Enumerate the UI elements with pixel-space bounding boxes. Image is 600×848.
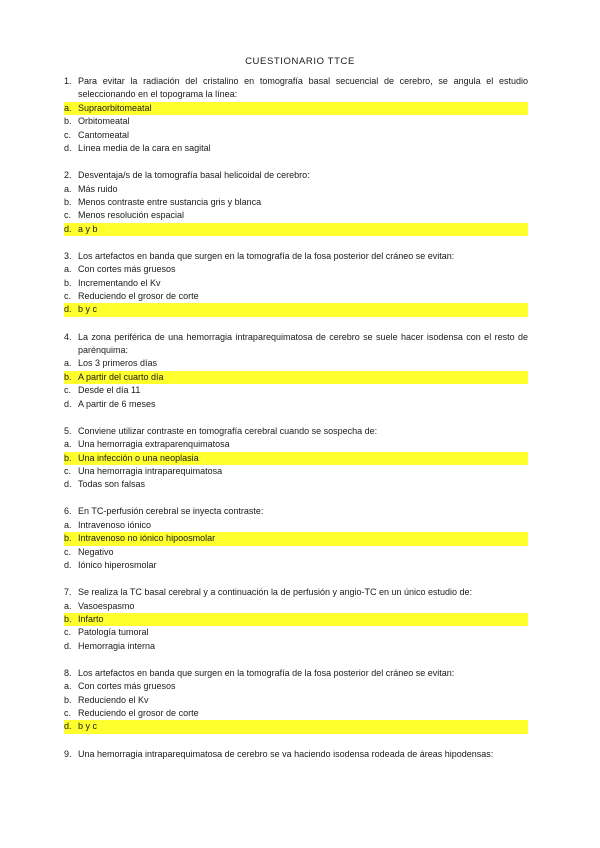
answer-option [64, 209, 528, 222]
option-text: Línea media de la cara en sagital [78, 143, 211, 154]
option-letter: c. [64, 708, 72, 719]
answer-option [64, 559, 528, 572]
option-text: Cantomeatal [78, 129, 130, 140]
question-number: 4. [64, 331, 72, 342]
answer-option [64, 357, 528, 370]
option-text: Una hemorragia extraparenquimatosa [78, 439, 230, 450]
option-text: b y c [78, 720, 97, 733]
answer-options [64, 357, 528, 411]
answer-option [64, 519, 528, 532]
option-letter: a. [64, 439, 72, 450]
answer-option [64, 196, 528, 209]
question-5 [64, 425, 528, 492]
option-letter: c. [64, 210, 72, 221]
option-letter: c. [64, 129, 72, 140]
option-letter: b. [64, 196, 72, 207]
answer-options [64, 680, 528, 734]
answer-options [64, 438, 528, 492]
answer-option-highlighted [64, 720, 528, 733]
question-text: Los artefactos en banda que surgen en la tomografía de la fosa posterior del cráneo se evitan: [78, 667, 455, 678]
option-text: a y b [78, 223, 98, 236]
question-stem [64, 667, 528, 680]
question-7 [64, 586, 528, 653]
answer-option [64, 438, 528, 451]
answer-option-highlighted [64, 223, 528, 236]
document-title: CUESTIONARIO TTCE [245, 56, 355, 67]
option-text: Incrementando el Kv [78, 277, 161, 288]
answer-option [64, 142, 528, 155]
question-number: 9. [64, 748, 72, 759]
question-number: 2. [64, 170, 72, 181]
question-4 [64, 331, 528, 411]
option-letter: b. [64, 532, 78, 545]
question-9 [64, 748, 528, 761]
option-letter: a. [64, 519, 72, 530]
question-1 [64, 75, 528, 155]
option-text: Todas son falsas [78, 479, 146, 490]
question-8 [64, 667, 528, 734]
question-list [64, 75, 528, 775]
option-letter: b. [64, 452, 78, 465]
option-letter: a. [64, 183, 72, 194]
answer-option [64, 384, 528, 397]
answer-option [64, 277, 528, 290]
option-text: Con cortes más gruesos [78, 681, 176, 692]
option-text: Vasoespasmo [78, 600, 135, 611]
question-number: 8. [64, 667, 72, 678]
question-number: 6. [64, 506, 72, 517]
option-text: Reduciendo el grosor de corte [78, 291, 199, 302]
option-text: Infarto [78, 613, 104, 626]
option-letter: c. [64, 385, 72, 396]
option-letter: a. [64, 681, 72, 692]
answer-option [64, 129, 528, 142]
option-text: Iónico hiperosmolar [78, 560, 157, 571]
question-text: La zona periférica de una hemorragia intraparequimatosa de cerebro se suele hacer isodensa con el resto de parénquima: [78, 331, 528, 355]
option-letter: d. [64, 223, 78, 236]
answer-option [64, 115, 528, 128]
question-text: Conviene utilizar contraste en tomografía cerebral cuando se sospecha de: [78, 425, 378, 436]
question-number: 7. [64, 587, 72, 598]
option-text: Más ruido [78, 183, 118, 194]
option-text: Una infección o una neoplasia [78, 452, 199, 465]
question-stem [64, 169, 528, 182]
answer-options [64, 519, 528, 573]
question-stem [64, 586, 528, 599]
option-letter: b. [64, 371, 78, 384]
question-text: Una hemorragia intraparequimatosa de cerebro se va haciendo isodensa rodeada de áreas hipodensas: [78, 748, 494, 759]
answer-options [64, 600, 528, 654]
option-letter: d. [64, 560, 72, 571]
option-text: b y c [78, 303, 97, 316]
answer-option [64, 694, 528, 707]
option-text: Reduciendo el grosor de corte [78, 708, 199, 719]
question-text: Desventaja/s de la tomografía basal helicoidal de cerebro: [78, 170, 310, 181]
option-letter: c. [64, 291, 72, 302]
option-letter: d. [64, 720, 78, 733]
option-text: Menos contraste entre sustancia gris y blanca [78, 196, 262, 207]
answer-option [64, 626, 528, 639]
answer-option [64, 546, 528, 559]
answer-option-highlighted [64, 452, 528, 465]
option-letter: d. [64, 479, 72, 490]
question-6 [64, 505, 528, 572]
option-text: A partir de 6 meses [78, 398, 156, 409]
answer-option [64, 398, 528, 411]
option-text: Una hemorragia intraparequimatosa [78, 465, 223, 476]
question-stem [64, 331, 528, 358]
option-text: Con cortes más gruesos [78, 264, 176, 275]
question-stem [64, 250, 528, 263]
option-text: Orbitomeatal [78, 116, 130, 127]
option-text: Patología tumoral [78, 627, 149, 638]
answer-option-highlighted [64, 102, 528, 115]
option-text: Desde el día 11 [78, 385, 141, 396]
answer-options [64, 263, 528, 317]
option-letter: a. [64, 264, 72, 275]
option-text: Reduciendo el Kv [78, 694, 149, 705]
question-stem [64, 748, 528, 761]
option-letter: c. [64, 627, 72, 638]
option-letter: b. [64, 613, 78, 626]
answer-option [64, 600, 528, 613]
option-text: Intravenoso iónico [78, 519, 152, 530]
question-stem [64, 505, 528, 518]
answer-option [64, 465, 528, 478]
option-letter: b. [64, 277, 72, 288]
question-text: Los artefactos en banda que surgen en la tomografía de la fosa posterior del cráneo se evitan: [78, 250, 455, 261]
option-text: Intravenoso no iónico hipoosmolar [78, 532, 215, 545]
option-letter: b. [64, 116, 72, 127]
option-letter: a. [64, 600, 72, 611]
answer-option-highlighted [64, 303, 528, 316]
answer-options [64, 183, 528, 237]
answer-option [64, 290, 528, 303]
option-text: Hemorragia interna [78, 640, 156, 651]
answer-option-highlighted [64, 613, 528, 626]
question-text: Se realiza la TC basal cerebral y a continuación la de perfusión y angio-TC en un único estudio de: [78, 587, 473, 598]
option-letter: a. [64, 102, 78, 115]
answer-option [64, 640, 528, 653]
answer-option [64, 680, 528, 693]
answer-option [64, 263, 528, 276]
question-number: 5. [64, 425, 72, 436]
option-text: A partir del cuarto día [78, 371, 164, 384]
option-letter: c. [64, 546, 72, 557]
option-letter: d. [64, 303, 78, 316]
question-2 [64, 169, 528, 236]
option-letter: a. [64, 358, 72, 369]
option-text: Menos resolución espacial [78, 210, 185, 221]
option-letter: d. [64, 640, 72, 651]
answer-option-highlighted [64, 532, 528, 545]
option-letter: c. [64, 465, 72, 476]
option-letter: d. [64, 143, 72, 154]
option-text: Negativo [78, 546, 114, 557]
question-number: 1. [64, 76, 72, 86]
question-stem [64, 75, 528, 102]
question-text: Para evitar la radiación del cristalino en tomografía basal secuencial de cerebro, se angula el estudio seleccionando en el topograma la línea: [78, 76, 528, 100]
option-text: Supraorbitomeatal [78, 102, 152, 115]
answer-option [64, 478, 528, 491]
question-stem [64, 425, 528, 438]
question-3 [64, 250, 528, 317]
answer-option [64, 183, 528, 196]
answer-option-highlighted [64, 371, 528, 384]
question-number: 3. [64, 250, 72, 261]
answer-option [64, 707, 528, 720]
option-text: Los 3 primeros días [78, 358, 158, 369]
option-letter: b. [64, 694, 72, 705]
answer-options [64, 102, 528, 156]
question-text: En TC-perfusión cerebral se inyecta contraste: [78, 506, 264, 517]
option-letter: d. [64, 398, 72, 409]
